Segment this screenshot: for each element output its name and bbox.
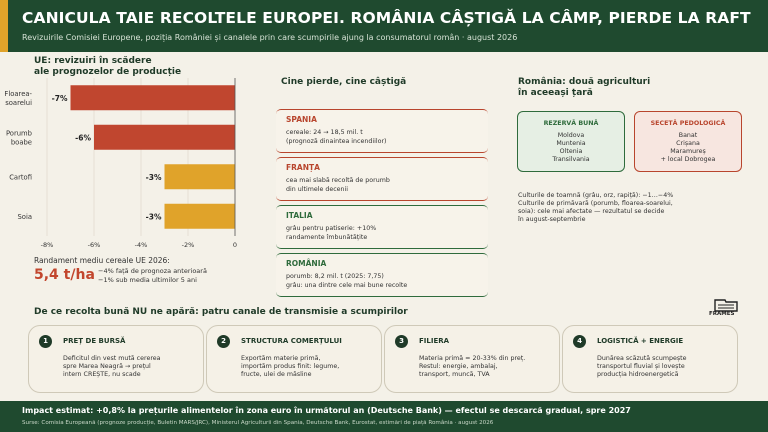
x-tick-label: -4% [134,241,148,249]
chart-section-title: UE: revizuiri în scădere ale prognozelor de producție [34,56,182,77]
channel-number: 1 [39,335,52,348]
channel-title: STRUCTURA COMERȚULUI [241,337,342,345]
zone-items: Banat Crișana Maramureș + local Dobrogea [660,132,716,163]
category-label: Soia [17,212,32,221]
card-body: cea mai slabă recoltă de porumb din ultimele decenii [286,177,390,193]
right-section-title: România: două agriculturi în aceeași țară [518,77,651,98]
country-card-romania [276,253,488,297]
impact-text: Impact estimat: +0,8% la prețurile alimentelor în zona euro în următorul an (Deutsche Bank) — efectul se descarcă gradual, spre 2027 [22,406,631,415]
header-accent-bar [0,0,8,52]
channel-card-3 [384,325,560,393]
sources-text: Surse: Comisia Europeană (prognoze producție, Buletin MARS/JRC), Ministerul Agriculturii din Spania, Deutsche Bank, Eurostat, estimări de piață România · august 2026 [22,420,494,426]
bar [71,85,236,110]
revision-bar-chart [0,76,260,256]
yield-label: Randament mediu cereale UE 2026: [34,256,170,265]
yield-value: 5,4 t/ha [34,267,95,283]
page-title: CANICULA TAIE RECOLTELE EUROPEI. ROMÂNIA CÂȘTIGĂ LA CÂMP, PIERDE LA RAFT [22,9,751,27]
card-title: SPANIA [286,115,317,124]
bar-data-label: -3% [145,212,162,222]
yield-note: −4% față de prognoza anterioară −1% sub media ultimilor 5 ani [98,267,207,284]
channel-number: 4 [573,335,586,348]
zone-good-reserve [517,111,625,172]
channel-body: Dunărea scăzută scumpește transportul fluvial și lovește producția hidroenergetică [597,355,687,379]
channels-section-title: De ce recolta bună NU ne apără: patru canale de transmisie a scumpirilor [34,307,408,317]
header-banner [0,0,768,52]
category-label: Porumb boabe [5,129,32,147]
channel-body: Exportăm materie primă, importăm produs finit: legume, fructe, ulei de măsline [241,355,340,379]
channel-body: Materia primă = 20-33% din preț. Restul: energie, ambalaj, transport, muncă, TVA [419,355,526,379]
x-tick-label: 0 [232,241,238,249]
middle-section-title: Cine pierde, cine câștigă [281,77,407,87]
card-title: ROMÂNIA [286,259,327,268]
country-card-france [276,157,488,201]
x-tick-label: -6% [87,241,101,249]
card-title: ITALIA [286,211,313,220]
country-card-spain [276,109,488,153]
card-body: cereale: 24 → 18,5 mil. t (prognoză dinaintea incendiilor) [286,129,387,145]
channel-card-4 [562,325,738,393]
channel-title: LOGISTICĂ + ENERGIE [597,337,684,345]
channel-title: PREȚ DE BURSĂ [63,337,126,345]
bar [94,125,235,150]
channel-number: 3 [395,335,408,348]
card-body: porumb: 8,2 mil. t (2025: 7,75) grâu: una dintre cele mai bune recolte [286,273,408,289]
channel-card-2 [206,325,382,393]
channel-title: FILIERA [419,337,450,345]
card-title: FRANȚA [286,163,320,172]
page-subtitle: Revizuirile Comisiei Europene, poziția României și canalele prin care scumpirile ajung la consumatorul român · august 2026 [22,33,518,42]
card-body: grâu pentru patiserie: +10% randamente îmbunătățite [286,225,377,241]
zone-title: SECETĂ PEDOLOGICĂ [650,120,726,127]
footer-banner [0,401,768,432]
bar [165,164,236,189]
x-tick-label: -2% [181,241,195,249]
category-label: Cartofi [9,173,32,182]
bar [165,204,236,229]
bar-data-label: -3% [145,172,162,182]
zone-drought [634,111,742,172]
bar-data-label: -7% [51,93,68,103]
crops-note: Culturile de toamnă (grâu, orz, rapiță): −1…−4% Culturile de primăvară (porumb, floarea-soarelui, soia): cele mai afectate — rezultatul se decide în august-septembrie [518,192,674,223]
x-tick-label: -8% [40,241,54,249]
category-label: Floarea-soarelui [4,89,32,107]
zone-items: Moldova Muntenia Oltenia Transilvania [552,132,590,163]
channel-body: Deficitul din vest mută cererea spre Marea Neagră → prețul intern CREȘTE, nu scade [63,355,161,379]
bar-data-label: -6% [75,133,91,143]
logo-text: FRAMES [709,311,735,317]
zone-title: REZERVĂ BUNĂ [543,120,599,127]
country-card-italy [276,205,488,249]
channel-number: 2 [217,335,230,348]
channel-card-1 [28,325,204,393]
